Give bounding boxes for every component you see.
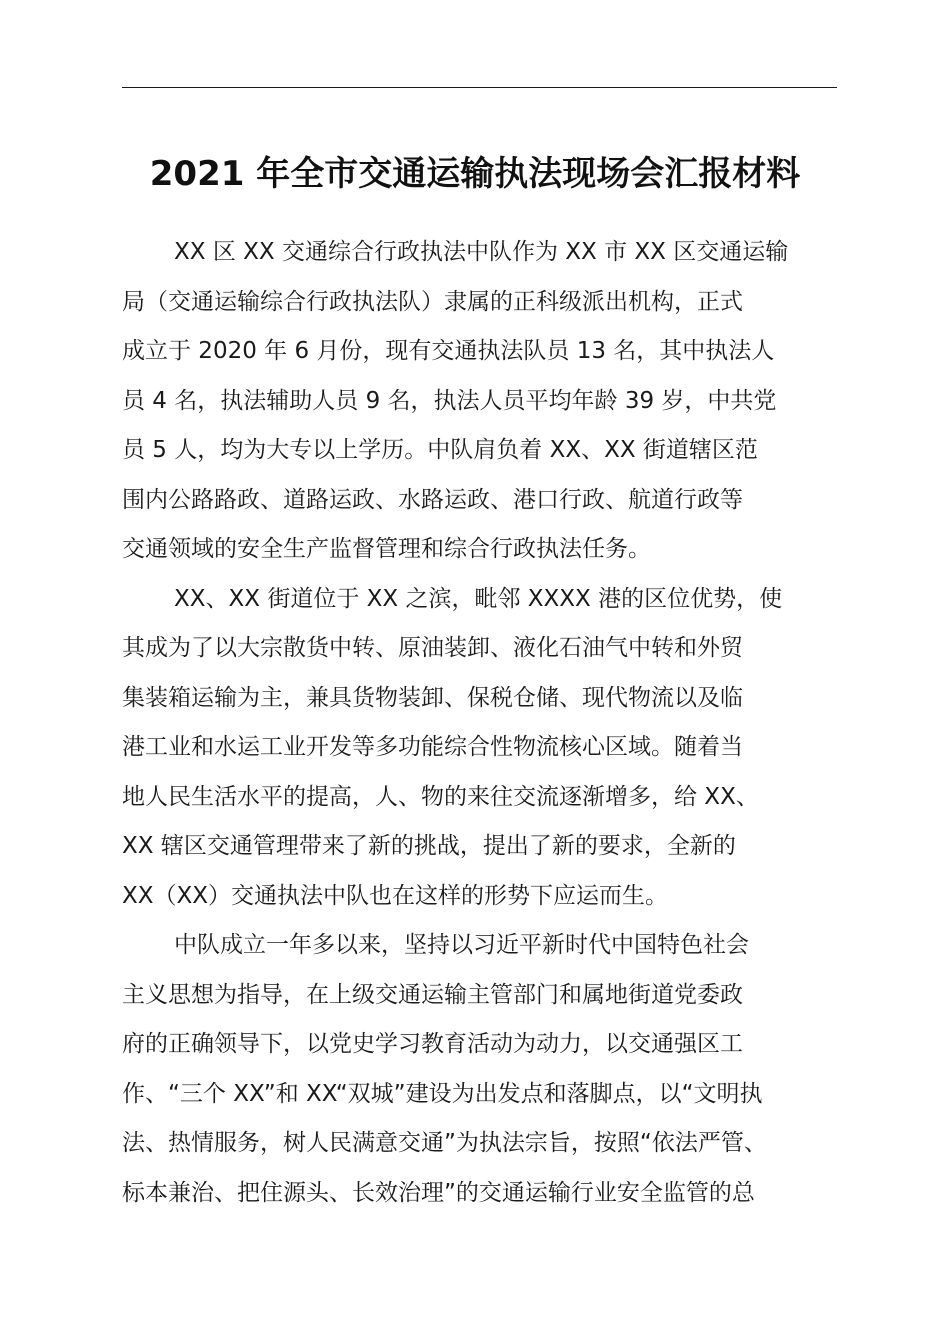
paragraph-line: 围内公路路政、道路运政、水路运政、港口行政、航道行政等 <box>122 486 743 513</box>
paragraph-line: 地人民生活水平的提高，人、物的来往交流逐渐增多，给 XX、 <box>122 783 759 810</box>
body-paragraph <box>122 921 837 1218</box>
body-paragraph <box>122 575 837 922</box>
paragraph-line: 交通领域的安全生产监督管理和综合行政执法任务。 <box>122 536 651 562</box>
header-rule <box>122 87 837 88</box>
paragraph-line: XX 辖区交通管理带来了新的挑战，提出了新的要求，全新的 <box>122 833 736 859</box>
paragraph-line: 员 5 人，均为大专以上学历。中队肩负着 XX、XX 街道辖区范 <box>122 437 758 463</box>
paragraph-line: 集装箱运输为主，兼具货物装卸、保税仓储、现代物流以及临 <box>122 684 743 711</box>
document-title: 2021 年全市交通运输执法现场会汇报材料 <box>149 154 801 194</box>
paragraph-line: XX 区 XX 交通综合行政执法中队作为 XX 市 XX 区交通运输 <box>174 239 789 265</box>
paragraph-line: 标本兼治、把住源头、长效治理”的交通运输行业安全监管的总 <box>122 1179 755 1206</box>
paragraph-line: 员 4 名，执法辅助人员 9 名，执法人员平均年龄 39 岁，中共党 <box>122 387 777 414</box>
paragraph-line: 中队成立一年多以来，坚持以习近平新时代中国特色社会 <box>174 932 749 958</box>
document-body <box>122 228 837 1218</box>
body-paragraph <box>122 228 837 575</box>
paragraph-line: 主义思想为指导，在上级交通运输主管部门和属地街道党委政 <box>122 981 743 1008</box>
paragraph-line: 法、热情服务，树人民满意交通”为执法宗旨，按照“依法严管、 <box>122 1130 767 1156</box>
paragraph-line: 府的正确领导下，以党史学习教育活动为动力，以交通强区工 <box>122 1031 743 1057</box>
paragraph-line: XX（XX）交通执法中队也在这样的形势下应运而生。 <box>122 882 669 909</box>
paragraph-line: XX、XX 街道位于 XX 之滨，毗邻 XXXX 港的区位优势，使 <box>174 585 783 612</box>
paragraph-line: 局（交通运输综合行政执法队）隶属的正科级派出机构，正式 <box>122 288 743 315</box>
paragraph-line: 成立于 2020 年 6 月份，现有交通执法队员 13 名，其中执法人 <box>122 338 775 364</box>
paragraph-line: 其成为了以大宗散货中转、原油装卸、液化石油气中转和外贸 <box>122 635 743 661</box>
paragraph-line: 港工业和水运工业开发等多功能综合性物流核心区域。随着当 <box>122 734 743 760</box>
paragraph-line: 作、“三个 XX”和 XX“双城”建设为出发点和落脚点，以“文明执 <box>122 1080 763 1107</box>
